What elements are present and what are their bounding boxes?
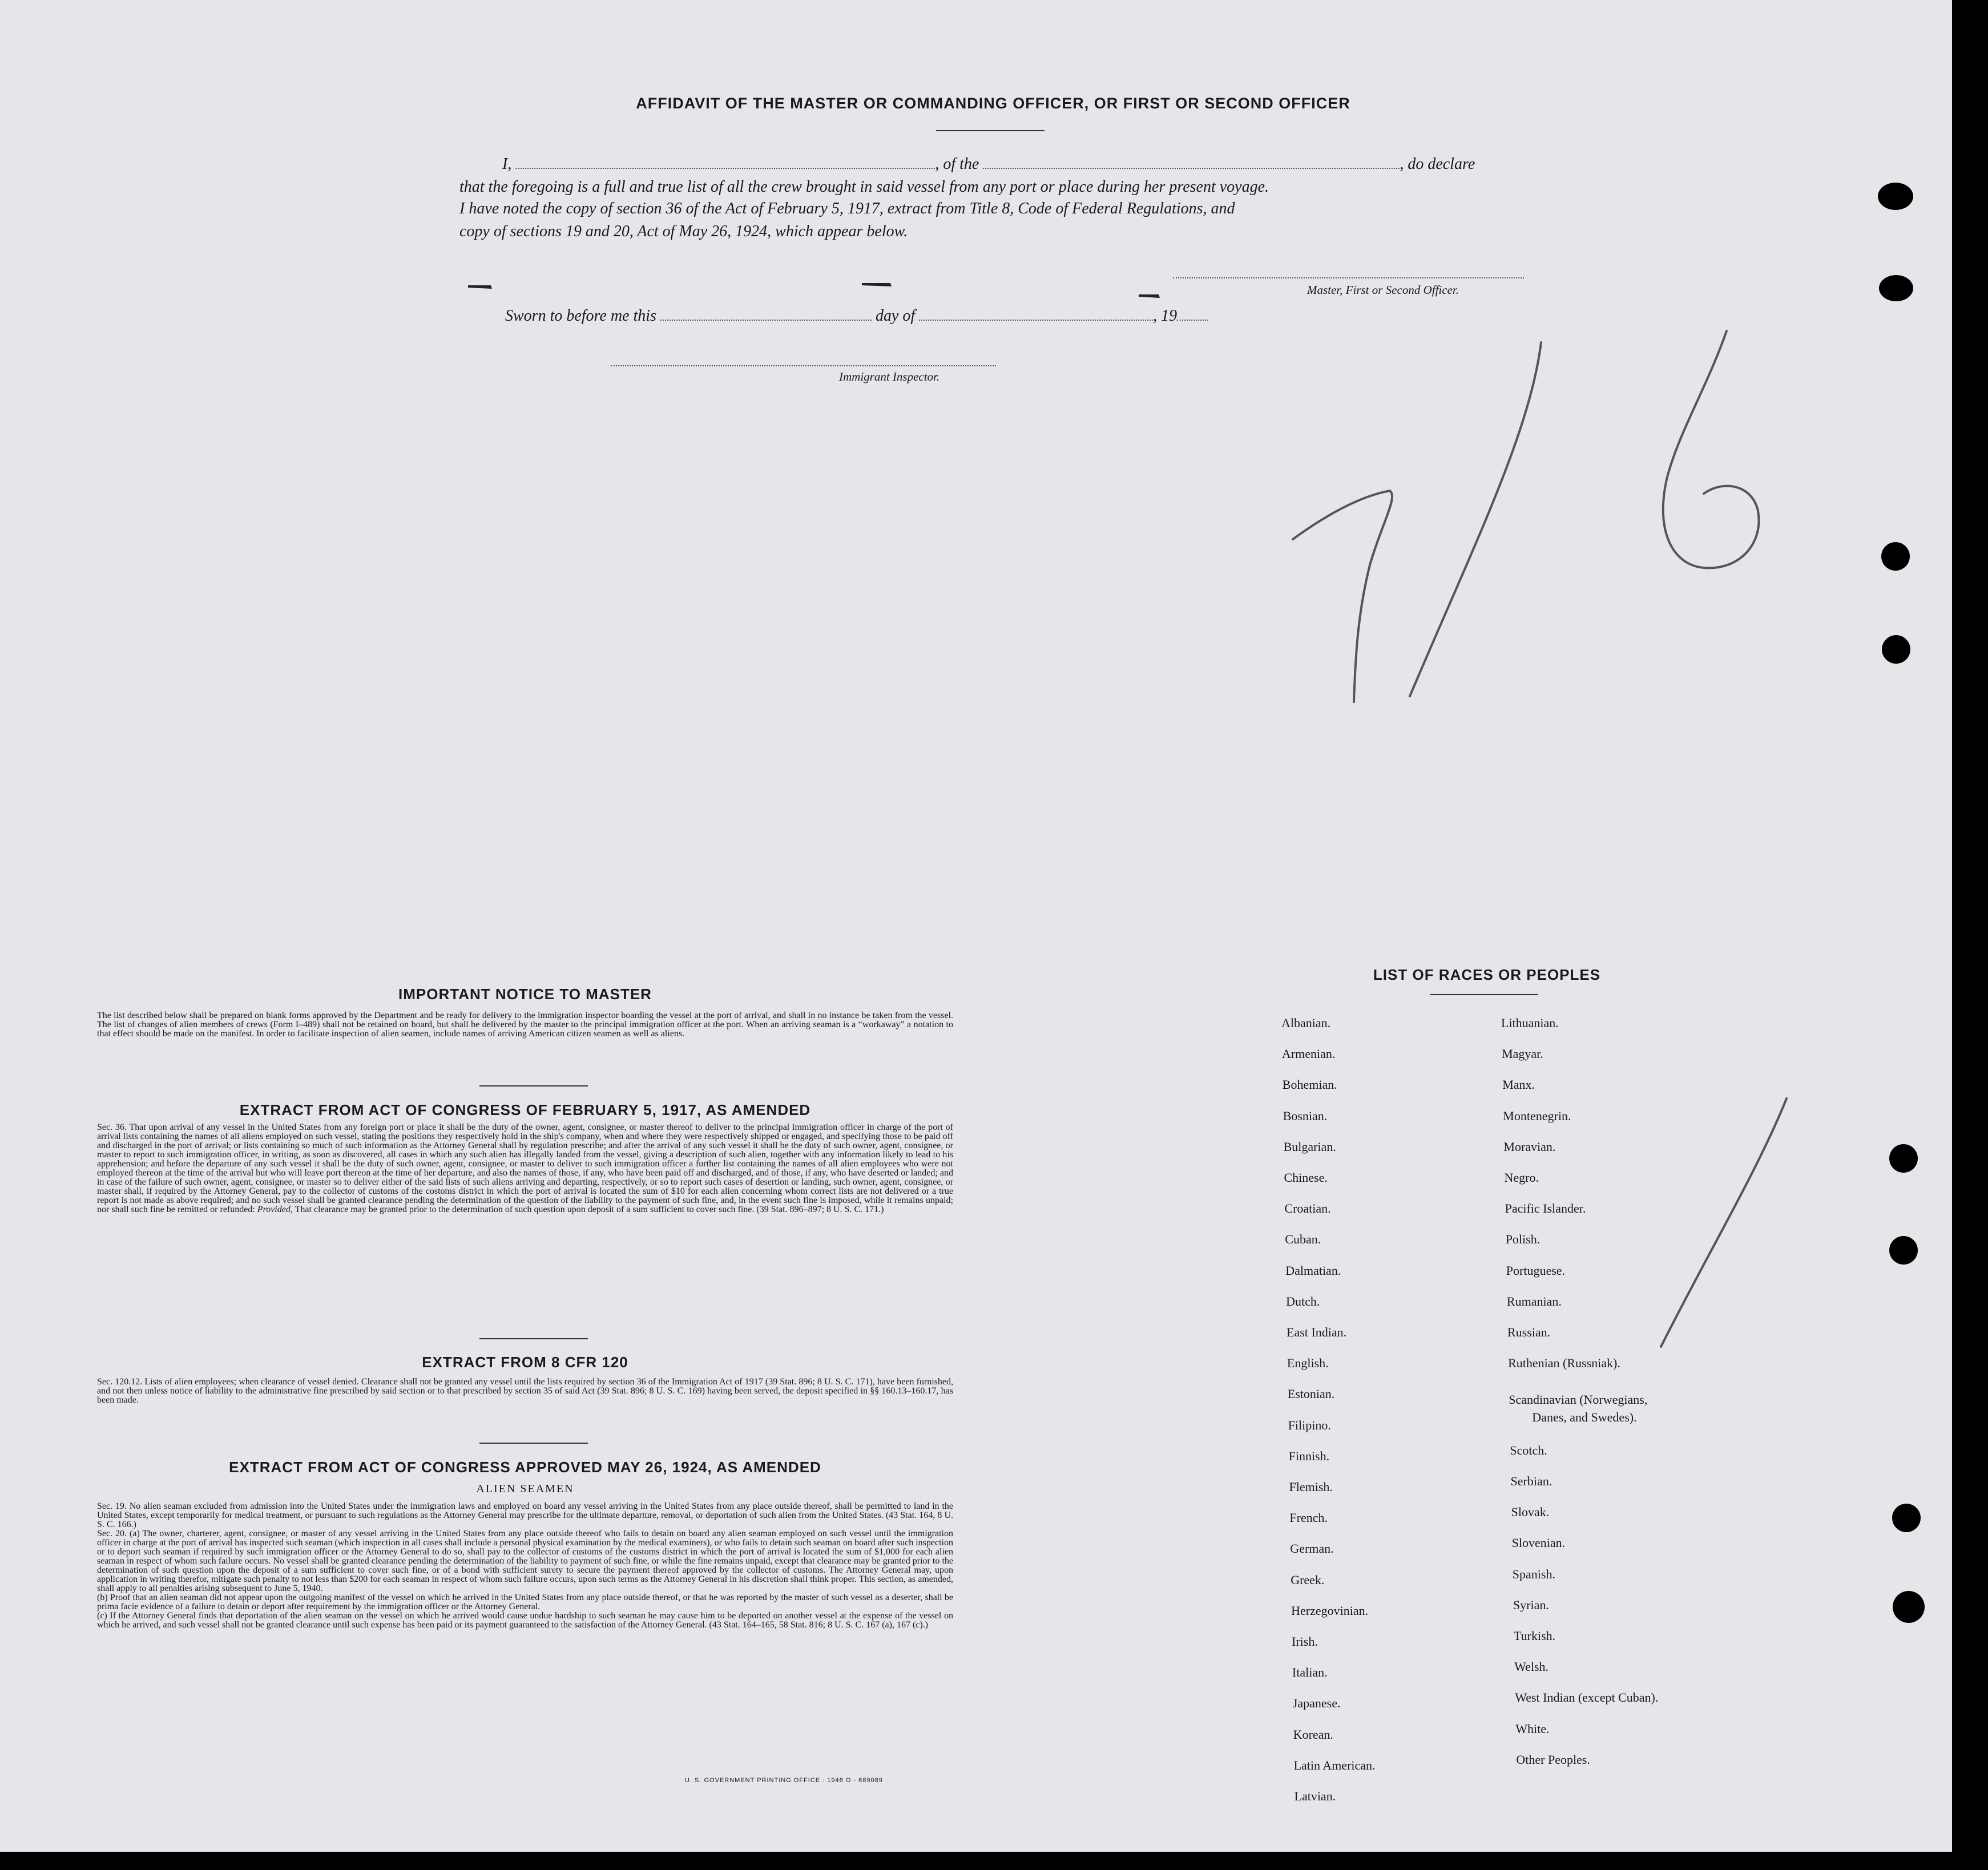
declaration-line-4: copy of sections 19 and 20, Act of May 26, 1924, which appear below. [459, 223, 908, 240]
race-item: Bohemian. [1282, 1077, 1337, 1092]
notice-title: IMPORTANT NOTICE TO MASTER [398, 986, 652, 1003]
sec-20a-text: Sec. 20. (a) The owner, charterer, agent, consignee, or master of any vessel arriving in the United States from any place outside thereof who fails to detain on board any alien seaman employed on such vessel until the immigration officer in charge at the port of arrival has inspected such seaman (which inspection in all cases shall include a personal physical examination by the medical examiners), or who fails to detain such seaman on board after such inspection or to deport such seaman if required by such immigration officer or the Attorney General to do so, shall pay to the collector of customs of the customs district in which the port of arrival is located the sum of $1,000 for each alien seaman in respect of whom such failure occurs. No vessel shall be granted clearance pending the determination of the liability to payment of such fine, or while the fine remains unpaid, except that clearance may be granted prior to the determination of such question upon the deposit of a sum sufficient to cover such fine, or of a bond with sufficient surety to secure the payment thereof approved by the collector of customs. The Attorney General may, upon application in writing therefor, mitigate such penalty to not less than $200 for each seaman in respect of whom such failure occurs, upon such terms as the Attorney General in his discretion shall think proper. This section, as amended, shall apply to all penalties arising subsequent to June 5, 1940. [97, 1529, 953, 1593]
extract-1924-text [97, 1502, 953, 1630]
race-item: Serbian. [1510, 1474, 1553, 1488]
punch-hole [1892, 1504, 1921, 1532]
race-item: Scotch. [1510, 1443, 1547, 1457]
rule-1 [479, 1085, 588, 1087]
rule-3 [479, 1443, 588, 1444]
race-item: White. [1515, 1721, 1550, 1736]
cfr-title: EXTRACT FROM 8 CFR 120 [422, 1354, 628, 1371]
race-item: Dalmatian. [1285, 1263, 1341, 1278]
race-item: Filipino. [1288, 1417, 1331, 1432]
race-item: French. [1289, 1510, 1328, 1525]
ink-smudges [468, 283, 1160, 298]
sec-19-text: Sec. 19. No alien seaman excluded from admission into the United States under the immigration laws and employed on board any vessel arriving in the United States from any place outside thereof, shall be permitted to land in the United States, except temporarily for medical treatment, or pursuant to such regulations as the Attorney General may prescribe for the ultimate departure, removal, or deportation of such alien from the United States. (43 Stat. 164, 8 U. S. C. 166.) [97, 1501, 953, 1529]
race-item: Turkish. [1514, 1629, 1556, 1643]
notice-text: The list described below shall be prepared on blank forms approved by the Department and be ready for delivery to the immigration inspector boarding the vessel at the port of arrival, and shall in no instance be taken from the vessel. The list of changes of alien members of crews (Form I–489) shall not be retained on board, but shall be delivered by the master to the principal immigration officer at the port. When an arriving seaman is a “workaway” a notation to that effect should be made on the manifest. In order to facilitate inspection of alien seamen, include names of arriving American citizen seamen as well as aliens. [97, 1011, 953, 1039]
declaration-line-3: I have noted the copy of section 36 of the Act of February 5, 1917, extract from Title 8, Code of Federal Regulations, and [459, 200, 1235, 217]
races-rule [1430, 994, 1538, 995]
race-item: Other Peoples. [1516, 1752, 1590, 1767]
race-item: Slovak. [1511, 1505, 1550, 1520]
race-item: Latin American. [1293, 1758, 1376, 1772]
punch-hole [1881, 542, 1910, 571]
affidavit-title: AFFIDAVIT OF THE MASTER OR COMMANDING OFFICER, OR FIRST OR SECOND OFFICER [636, 95, 1350, 112]
race-item: Bulgarian. [1283, 1139, 1336, 1154]
race-item: West Indian (except Cuban). [1515, 1690, 1659, 1705]
race-item: Moravian. [1503, 1139, 1556, 1154]
race-item: Finnish. [1288, 1448, 1330, 1463]
race-item: Japanese. [1292, 1696, 1341, 1711]
alien-seamen-subtitle: ALIEN SEAMEN [476, 1483, 574, 1495]
race-item: Lithuanian. [1501, 1016, 1559, 1030]
extract-1917-text [97, 1123, 953, 1214]
i-label: I, [502, 155, 512, 173]
race-item: German. [1290, 1541, 1334, 1556]
handwritten-one [1661, 1098, 1787, 1347]
race-item: Cuban. [1285, 1232, 1321, 1247]
race-item: Latvian. [1294, 1789, 1336, 1803]
year-label: , 19 [1153, 307, 1178, 325]
extract-1924-title: EXTRACT FROM ACT OF CONGRESS APPROVED MAY 26, 1924, AS AMENDED [229, 1459, 821, 1476]
race-item: Herzegovinian. [1291, 1603, 1369, 1618]
punch-hole [1889, 1236, 1918, 1265]
race-item: Italian. [1292, 1665, 1328, 1680]
race-item: Welsh. [1514, 1659, 1549, 1674]
race-item: Slovenian. [1511, 1536, 1566, 1550]
punch-hole [1878, 183, 1913, 210]
inspector-caption: Immigrant Inspector. [839, 370, 940, 383]
race-item: Croatian. [1284, 1201, 1331, 1216]
rule-2 [479, 1338, 588, 1339]
race-item: Spanish. [1512, 1566, 1555, 1581]
cfr-text: Sec. 120.12. Lists of alien employees; when clearance of vessel denied. Clearance shall not be granted any vessel until the lists required by section 36 of the Immigration Act of 1917 (39 Stat. 896; 8 U. S. C. 171), have been furnished, and not then unless notice of liability to the administrative fine prescribed by said section or to that prescribed by section 35 of said Act (39 Stat. 896; 8 U. S. C. 169) having been served, the deposit specified in §§ 160.13–160.17, has been made. [97, 1377, 953, 1405]
extract-1917-body: Sec. 36. That upon arrival of any vessel in the United States from any foreign port or place it shall be the duty of the owner, agent, consignee, or master thereof to deliver to the principal immigration officer in charge of the port of arrival lists containing the names of all aliens employed on such vessel, stating the positions they respectively hold in the ship's company, when and where they were respectively shipped or engaged, and specifying those to be paid off and discharged in the port of arrival; or lists containing so much of such information as the Attorney General shall by regulation prescribe; and after the arrival of any such vessel it shall be the duty of such owner, agent, consignee, or master to report to such immigration officer, in writing, as soon as discovered, all cases in which any such alien has illegally landed from the vessel, giving a description of such alien, together with any information likely to lead to his apprehension; and before the departure of any such vessel it shall be the duty of such owner, agent, consignee, or master to deliver to such immigration officer a further list containing the names of all alien employees who were not employed thereon at the time of the arrival but who will leave port thereon at the time of her departure, and also the names of those, if any, who have been paid off and discharged, and of those, if any, who have deserted or landed; and in case of the failure of such owner, agent, consignee, or master so to deliver either of the said lists of such aliens arriving and departing, respectively, or so to report such cases of desertion or landing, such owner, agent, consignee, or master shall, if required by the Attorney General, pay to the collector of customs of the costoms district in which the port of arrival is located the sum of $10 for each alien concerning whom correct lists are not delivered or a true report is not made as above required; and no such vessel shall be granted clearance pending the determination of the question of the liability to the payment of such fine, and, in the event such fine is imposed, while it remains unpaid; nor shall such fine be remitted or refunded: [97, 1122, 953, 1214]
punch-hole [1882, 635, 1910, 664]
declaration-line-2: that the foregoing is a full and true list of all the crew brought in said vessel from any port or place during her present voyage. [459, 178, 1269, 196]
provided-word: Provided, [257, 1205, 293, 1214]
sec-20b-text: (b) Proof that an alien seaman did not appear upon the outgoing manifest of the vessel on which he arrived in the United States from any place outside thereof, or that he was reported by the master of such vessel as a deserter, shall be prima facie evidence of a failure to detain or deport after requirement by the immigration officer or the Attorney General. [97, 1593, 953, 1611]
master-caption: Master, First or Second Officer. [1307, 283, 1459, 297]
day-of-label: day of [875, 307, 916, 325]
race-item: English. [1287, 1356, 1329, 1371]
handwritten-six [1663, 331, 1759, 568]
race-item: Russian. [1507, 1325, 1551, 1339]
race-item: Greek. [1291, 1572, 1325, 1587]
race-item: Armenian. [1281, 1047, 1336, 1061]
race-item: Estonian. [1287, 1387, 1335, 1402]
race-item: East Indian. [1287, 1325, 1347, 1339]
race-item: Korean. [1293, 1727, 1333, 1742]
race-item: Flemish. [1289, 1480, 1333, 1494]
race-item: Magyar. [1502, 1047, 1543, 1061]
handwritten-slash [1410, 342, 1541, 696]
race-item: Danes, and Swedes). [1532, 1409, 1637, 1424]
punch-hole [1893, 1591, 1925, 1623]
race-item: Pacific Islander. [1505, 1201, 1586, 1216]
race-item: Manx. [1502, 1077, 1535, 1092]
race-item: Polish. [1505, 1232, 1541, 1247]
handwritten-seven [1293, 491, 1392, 702]
extract-1917-title: EXTRACT FROM ACT OF CONGRESS OF FEBRUARY 5, 1917, AS AMENDED [239, 1101, 811, 1118]
race-item: Scandinavian (Norwegians, [1509, 1392, 1648, 1407]
extract-1917-end: That clearance may be granted prior to the determination of such question upon deposit of a sum sufficient to cover such fine. (39 Stat. 896–897; 8 U. S. C. 171.) [295, 1205, 884, 1214]
race-item: Irish. [1292, 1634, 1318, 1649]
race-item: Chinese. [1284, 1170, 1328, 1185]
race-item: Portuguese. [1506, 1263, 1566, 1278]
race-item: Syrian. [1513, 1597, 1549, 1612]
sec-20c-text: (c) If the Attorney General finds that deportation of the alien seaman on the vessel on which he arrived would cause undue hardship to such seaman he may cause him to be deported on another vessel at the expense of the vessel on which he arrived, and such vessel shall not be granted clearance until such expense has been paid or its payment guaranteed to the satisfaction of the Attorney General. (43 Stat. 164–165, 58 Stat. 816; 8 U. S. C. 167 (a), 167 (c).) [97, 1611, 953, 1630]
race-item: Montenegrin. [1503, 1108, 1571, 1123]
punch-hole [1889, 1144, 1918, 1173]
races-title: LIST OF RACES OR PEOPLES [1373, 966, 1601, 983]
race-item: Albanian. [1281, 1016, 1331, 1030]
of-the-label: , of the [935, 155, 979, 173]
race-item: Ruthenian (Russniak). [1508, 1356, 1620, 1371]
punch-hole [1879, 275, 1913, 301]
race-item: Rumanian. [1506, 1294, 1562, 1308]
declare-label: , do declare [1400, 155, 1475, 173]
race-item: Dutch. [1286, 1294, 1320, 1308]
gpo-imprint: U. S. GOVERNMENT PRINTING OFFICE : 1946 O - 689089 [685, 1777, 883, 1784]
race-item: Negro. [1504, 1170, 1539, 1185]
race-item: Bosnian. [1283, 1108, 1328, 1123]
sworn-label: Sworn to before me this [505, 307, 656, 325]
